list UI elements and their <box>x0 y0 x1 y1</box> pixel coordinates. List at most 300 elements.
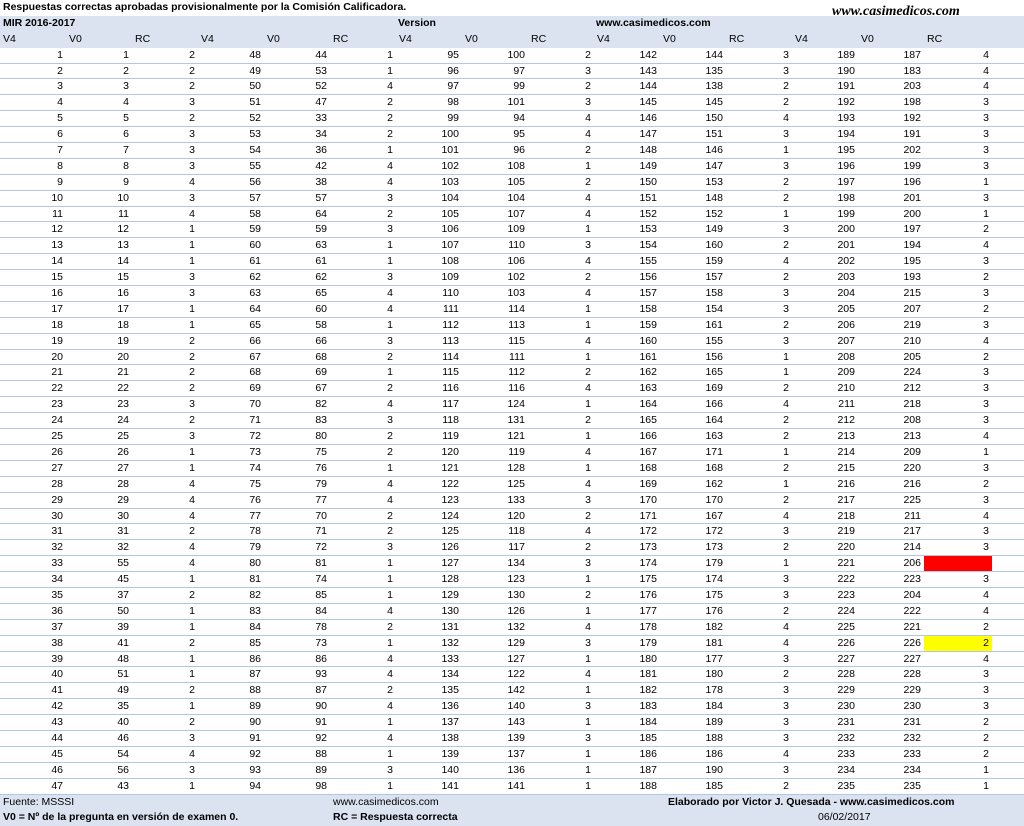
table-cell-rc: 2 <box>983 350 989 363</box>
table-cell-v4: 96 <box>447 64 459 77</box>
table-cell-v4: 71 <box>249 414 261 427</box>
table-cell-v0: 231 <box>903 716 921 729</box>
table-cell-v4: 69 <box>249 382 261 395</box>
table-row <box>0 318 1024 334</box>
table-cell-v4: 58 <box>249 207 261 220</box>
table-cell-rc: 1 <box>387 48 393 61</box>
table-cell-v4: 118 <box>442 414 459 427</box>
table-cell-v0: 176 <box>705 604 723 617</box>
table-cell-v4: 108 <box>441 255 459 268</box>
table-row <box>0 143 1024 159</box>
table-cell-rc: 3 <box>783 684 789 697</box>
table-cell-rc: 4 <box>387 175 393 188</box>
table-cell-rc: 1 <box>387 255 393 268</box>
table-cell-v0: 143 <box>507 716 525 729</box>
table-cell-v4: 105 <box>441 207 459 220</box>
table-cell-rc: 4 <box>387 287 393 300</box>
website-label: www.casimedicos.com <box>596 16 711 29</box>
table-cell-v4: 167 <box>639 445 657 458</box>
table-cell-v0: 145 <box>705 96 723 109</box>
highlighted-cell-red <box>924 556 992 571</box>
table-cell-v4: 219 <box>837 525 855 538</box>
table-cell-rc: 4 <box>585 382 591 395</box>
table-cell-rc: 3 <box>387 334 393 347</box>
table-cell-rc: 3 <box>783 334 789 347</box>
table-cell-v0: 65 <box>315 287 327 300</box>
table-cell-v0: 230 <box>903 700 921 713</box>
table-cell-v4: 10 <box>51 191 63 204</box>
table-cell-v4: 196 <box>837 159 855 172</box>
table-cell-rc: 3 <box>585 96 591 109</box>
table-cell-v4: 189 <box>837 48 855 61</box>
table-cell-rc: 4 <box>189 175 195 188</box>
table-row <box>0 524 1024 540</box>
table-cell-v0: 152 <box>705 207 723 220</box>
table-cell-v4: 47 <box>51 779 63 792</box>
table-cell-v4: 90 <box>249 716 261 729</box>
table-cell-v0: 41 <box>117 636 129 649</box>
column-header-rc-5: RC <box>927 32 943 45</box>
table-cell-rc: 3 <box>983 573 989 586</box>
table-cell-rc: 1 <box>387 318 393 331</box>
table-cell-v4: 27 <box>51 461 63 474</box>
table-cell-v0: 35 <box>117 700 129 713</box>
table-cell-v4: 226 <box>837 636 855 649</box>
table-cell-v0: 156 <box>705 350 723 363</box>
table-cell-v4: 169 <box>639 477 657 490</box>
table-cell-v0: 162 <box>705 477 723 490</box>
table-cell-rc: 2 <box>783 191 789 204</box>
table-cell-v0: 185 <box>705 779 723 792</box>
table-cell-v4: 44 <box>51 731 63 744</box>
table-cell-rc: 2 <box>983 271 989 284</box>
table-row <box>0 572 1024 588</box>
table-cell-v4: 83 <box>249 604 261 617</box>
table-cell-rc: 2 <box>783 541 789 554</box>
table-cell-v4: 178 <box>639 620 657 633</box>
table-cell-v0: 45 <box>117 573 129 586</box>
table-cell-rc: 1 <box>983 763 989 776</box>
column-header-v4-1: V4 <box>3 32 16 45</box>
table-cell-v4: 183 <box>639 700 657 713</box>
table-cell-v4: 120 <box>441 445 459 458</box>
table-cell-v4: 152 <box>639 207 657 220</box>
table-cell-v0: 5 <box>123 112 129 125</box>
table-cell-v4: 148 <box>639 144 657 157</box>
table-cell-v4: 9 <box>57 175 63 188</box>
table-cell-v4: 85 <box>249 636 261 649</box>
table-row <box>0 429 1024 445</box>
table-cell-v0: 160 <box>705 239 723 252</box>
table-cell-rc: 4 <box>783 112 789 125</box>
table-cell-v4: 150 <box>639 175 657 188</box>
table-cell-rc: 4 <box>983 48 989 61</box>
table-cell-rc: 3 <box>983 668 989 681</box>
table-cell-v0: 26 <box>117 445 129 458</box>
table-cell-v0: 23 <box>117 398 129 411</box>
table-cell-rc: 4 <box>387 80 393 93</box>
table-cell-v0: 79 <box>315 477 327 490</box>
table-row <box>0 238 1024 254</box>
table-cell-v4: 84 <box>249 620 261 633</box>
table-cell-v4: 11 <box>52 207 63 220</box>
table-cell-v4: 19 <box>51 334 63 347</box>
table-cell-v0: 86 <box>315 652 327 665</box>
table-cell-v0: 223 <box>903 573 921 586</box>
table-cell-v0: 62 <box>315 271 327 284</box>
table-row <box>0 334 1024 350</box>
table-cell-v0: 113 <box>508 318 525 331</box>
table-cell-v4: 187 <box>639 763 657 776</box>
table-cell-v0: 126 <box>507 604 525 617</box>
table-cell-v4: 7 <box>57 144 63 157</box>
table-cell-rc: 3 <box>983 525 989 538</box>
table-cell-v0: 93 <box>315 668 327 681</box>
table-cell-v0: 106 <box>507 255 525 268</box>
table-cell-v0: 49 <box>117 684 129 697</box>
table-cell-v4: 138 <box>441 731 459 744</box>
table-cell-v0: 99 <box>513 80 525 93</box>
table-cell-v4: 40 <box>51 668 63 681</box>
table-cell-v0: 165 <box>705 366 723 379</box>
table-cell-v0: 138 <box>705 80 723 93</box>
table-cell-v0: 228 <box>903 668 921 681</box>
table-cell-v0: 132 <box>507 620 525 633</box>
table-cell-rc: 1 <box>783 144 789 157</box>
table-cell-rc: 3 <box>783 573 789 586</box>
table-cell-v4: 207 <box>837 334 855 347</box>
table-cell-v4: 24 <box>51 414 63 427</box>
table-cell-rc: 2 <box>189 684 195 697</box>
table-cell-v0: 114 <box>508 302 525 315</box>
column-header-v4-2: V4 <box>201 32 214 45</box>
table-cell-v0: 11 <box>118 207 129 220</box>
table-row <box>0 461 1024 477</box>
table-cell-v0: 119 <box>508 445 525 458</box>
table-cell-rc: 2 <box>585 144 591 157</box>
table-cell-v4: 68 <box>249 366 261 379</box>
table-cell-v4: 91 <box>249 731 261 744</box>
table-cell-v4: 116 <box>442 382 459 395</box>
table-cell-v0: 226 <box>903 636 921 649</box>
table-cell-rc: 2 <box>387 350 393 363</box>
table-cell-v0: 191 <box>903 128 921 141</box>
table-cell-rc: 1 <box>585 652 591 665</box>
table-cell-rc: 3 <box>983 112 989 125</box>
table-cell-v4: 144 <box>639 80 657 93</box>
table-cell-v0: 17 <box>117 302 129 315</box>
table-cell-rc: 4 <box>585 525 591 538</box>
table-cell-rc: 3 <box>783 223 789 236</box>
table-cell-rc: 2 <box>189 588 195 601</box>
table-cell-v4: 39 <box>51 652 63 665</box>
table-cell-v0: 222 <box>903 604 921 617</box>
table-cell-v0: 219 <box>903 318 921 331</box>
table-row <box>0 111 1024 127</box>
table-cell-rc: 2 <box>783 239 789 252</box>
table-cell-v0: 124 <box>507 398 525 411</box>
table-cell-rc: 1 <box>585 159 591 172</box>
table-cell-v0: 58 <box>315 318 327 331</box>
table-cell-rc: 2 <box>189 716 195 729</box>
table-cell-v4: 214 <box>837 445 855 458</box>
column-header-rc-3: RC <box>531 32 547 45</box>
table-cell-v4: 156 <box>639 271 657 284</box>
table-cell-v0: 217 <box>903 525 921 538</box>
table-cell-v0: 112 <box>508 366 525 379</box>
table-cell-v0: 229 <box>903 684 921 697</box>
column-header-v0-1: V0 <box>69 32 82 45</box>
column-header-row <box>0 32 1024 48</box>
table-cell-rc: 1 <box>189 255 195 268</box>
table-cell-v0: 164 <box>705 414 723 427</box>
table-cell-v0: 170 <box>705 493 723 506</box>
table-cell-rc: 2 <box>387 430 393 443</box>
table-cell-v0: 190 <box>705 763 723 776</box>
table-cell-v4: 168 <box>639 461 657 474</box>
table-cell-v4: 166 <box>639 430 657 443</box>
table-cell-v0: 71 <box>315 525 327 538</box>
table-cell-v4: 175 <box>639 573 657 586</box>
table-cell-v0: 24 <box>117 414 129 427</box>
table-cell-v0: 38 <box>315 175 327 188</box>
table-cell-v4: 230 <box>837 700 855 713</box>
table-cell-v4: 177 <box>639 604 657 617</box>
table-cell-v0: 211 <box>904 509 921 522</box>
table-cell-v4: 30 <box>51 509 63 522</box>
table-cell-rc: 2 <box>983 731 989 744</box>
table-cell-v4: 121 <box>441 461 459 474</box>
table-cell-rc: 2 <box>387 445 393 458</box>
table-cell-v4: 53 <box>249 128 261 141</box>
table-cell-v0: 43 <box>117 779 129 792</box>
table-cell-v4: 155 <box>639 255 657 268</box>
table-cell-rc: 3 <box>983 128 989 141</box>
table-cell-v4: 173 <box>639 541 657 554</box>
table-cell-v0: 182 <box>705 620 723 633</box>
table-cell-v4: 73 <box>249 445 261 458</box>
column-header-rc-4: RC <box>729 32 745 45</box>
table-cell-v0: 42 <box>315 159 327 172</box>
table-cell-v4: 209 <box>837 366 855 379</box>
table-cell-v0: 167 <box>705 509 723 522</box>
column-header-v0-5: V0 <box>861 32 874 45</box>
table-cell-rc: 2 <box>783 668 789 681</box>
table-cell-rc: 2 <box>387 128 393 141</box>
table-cell-v4: 159 <box>639 318 657 331</box>
table-cell-v4: 23 <box>51 398 63 411</box>
table-cell-rc: 3 <box>189 287 195 300</box>
table-cell-rc: 4 <box>585 477 591 490</box>
table-cell-v0: 146 <box>705 144 723 157</box>
table-cell-rc: 3 <box>783 302 789 315</box>
table-cell-v4: 137 <box>441 716 459 729</box>
table-cell-rc: 1 <box>189 652 195 665</box>
table-cell-rc: 2 <box>783 779 789 792</box>
table-cell-v4: 86 <box>249 652 261 665</box>
table-cell-v4: 18 <box>51 318 63 331</box>
table-cell-v0: 46 <box>117 731 129 744</box>
table-cell-v0: 117 <box>508 541 525 554</box>
table-cell-rc: 1 <box>387 636 393 649</box>
table-cell-v0: 9 <box>123 175 129 188</box>
table-cell-v0: 133 <box>507 493 525 506</box>
table-cell-rc: 1 <box>387 716 393 729</box>
table-cell-rc: 1 <box>783 477 789 490</box>
column-header-v4-4: V4 <box>597 32 610 45</box>
table-row <box>0 779 1024 795</box>
table-cell-v0: 186 <box>705 747 723 760</box>
table-row <box>0 365 1024 381</box>
table-cell-v0: 77 <box>315 493 327 506</box>
table-cell-v4: 72 <box>249 430 261 443</box>
brand-logo-text: www.casimedicos.com <box>832 4 960 19</box>
table-cell-v0: 221 <box>903 620 921 633</box>
table-cell-v4: 197 <box>837 175 855 188</box>
table-cell-v0: 169 <box>705 382 723 395</box>
table-cell-v4: 50 <box>249 80 261 93</box>
table-cell-v0: 16 <box>117 287 129 300</box>
table-cell-rc: 2 <box>783 414 789 427</box>
table-cell-rc: 2 <box>783 493 789 506</box>
table-cell-v4: 88 <box>249 684 261 697</box>
table-cell-rc: 3 <box>983 461 989 474</box>
table-cell-v4: 31 <box>51 525 63 538</box>
table-cell-rc: 4 <box>983 604 989 617</box>
table-cell-v4: 64 <box>249 302 261 315</box>
table-cell-v0: 82 <box>315 398 327 411</box>
table-cell-v4: 81 <box>249 573 261 586</box>
table-cell-rc: 2 <box>783 604 789 617</box>
table-cell-rc: 4 <box>783 255 789 268</box>
table-cell-v0: 12 <box>117 223 129 236</box>
table-cell-v0: 27 <box>117 461 129 474</box>
table-cell-rc: 1 <box>387 144 393 157</box>
table-cell-v4: 98 <box>447 96 459 109</box>
table-cell-v0: 68 <box>315 350 327 363</box>
table-cell-rc: 4 <box>585 191 591 204</box>
table-cell-rc: 3 <box>783 64 789 77</box>
table-cell-v4: 229 <box>837 684 855 697</box>
table-row <box>0 207 1024 223</box>
table-cell-v4: 128 <box>441 573 459 586</box>
table-cell-rc: 4 <box>585 255 591 268</box>
table-cell-rc: 3 <box>783 287 789 300</box>
table-cell-v4: 102 <box>441 159 459 172</box>
table-cell-v0: 63 <box>315 239 327 252</box>
table-cell-v4: 80 <box>249 557 261 570</box>
table-cell-v4: 4 <box>57 96 63 109</box>
table-cell-rc: 3 <box>387 763 393 776</box>
table-cell-v4: 179 <box>639 636 657 649</box>
table-cell-v4: 56 <box>249 175 261 188</box>
table-cell-v0: 53 <box>315 64 327 77</box>
table-cell-v0: 67 <box>315 382 327 395</box>
table-cell-v4: 115 <box>442 366 459 379</box>
table-row <box>0 397 1024 413</box>
table-cell-v4: 143 <box>639 64 657 77</box>
table-cell-v4: 172 <box>639 525 657 538</box>
table-cell-v0: 199 <box>903 159 921 172</box>
table-row <box>0 175 1024 191</box>
table-cell-v4: 234 <box>837 763 855 776</box>
table-cell-v4: 186 <box>639 747 657 760</box>
column-header-v0-2: V0 <box>267 32 280 45</box>
table-row <box>0 715 1024 731</box>
table-cell-rc: 3 <box>387 271 393 284</box>
table-cell-v0: 47 <box>315 96 327 109</box>
table-cell-rc: 3 <box>189 271 195 284</box>
table-cell-v0: 161 <box>705 318 723 331</box>
table-cell-rc: 2 <box>189 414 195 427</box>
table-cell-rc: 1 <box>585 461 591 474</box>
table-cell-v4: 200 <box>837 223 855 236</box>
footer-rc-note: RC = Respuesta correcta <box>333 811 458 824</box>
table-cell-v4: 54 <box>249 144 261 157</box>
table-cell-v0: 208 <box>903 414 921 427</box>
column-header-rc-1: RC <box>135 32 151 45</box>
table-cell-v0: 179 <box>705 557 723 570</box>
table-cell-v4: 94 <box>249 779 261 792</box>
table-row <box>0 683 1024 699</box>
table-cell-v0: 168 <box>705 461 723 474</box>
table-cell-v4: 125 <box>441 525 459 538</box>
table-cell-rc: 1 <box>585 684 591 697</box>
table-cell-rc: 1 <box>585 573 591 586</box>
table-cell-v4: 122 <box>441 477 459 490</box>
table-cell-rc: 4 <box>585 620 591 633</box>
table-cell-v4: 221 <box>837 557 855 570</box>
table-cell-rc: 2 <box>983 716 989 729</box>
table-cell-rc: 1 <box>585 223 591 236</box>
table-cell-v0: 149 <box>705 223 723 236</box>
table-cell-v0: 75 <box>315 445 327 458</box>
table-cell-v4: 126 <box>441 541 459 554</box>
table-cell-rc: 2 <box>983 747 989 760</box>
table-cell-rc: 1 <box>983 779 989 792</box>
table-cell-rc: 2 <box>585 271 591 284</box>
table-cell-rc: 3 <box>189 763 195 776</box>
table-cell-v0: 137 <box>507 747 525 760</box>
table-cell-v0: 178 <box>705 684 723 697</box>
table-cell-rc: 2 <box>983 223 989 236</box>
table-cell-rc: 3 <box>983 255 989 268</box>
table-cell-v0: 181 <box>705 636 723 649</box>
table-cell-rc: 4 <box>189 207 195 220</box>
table-cell-v4: 142 <box>639 48 657 61</box>
table-cell-v0: 34 <box>315 128 327 141</box>
table-cell-v4: 198 <box>837 191 855 204</box>
table-cell-v4: 70 <box>249 398 261 411</box>
table-cell-rc: 4 <box>585 112 591 125</box>
table-cell-v0: 218 <box>903 398 921 411</box>
table-cell-v0: 21 <box>117 366 129 379</box>
table-cell-v0: 109 <box>507 223 525 236</box>
table-cell-v0: 103 <box>507 287 525 300</box>
table-cell-v4: 21 <box>51 366 63 379</box>
table-cell-v4: 110 <box>442 287 459 300</box>
table-cell-rc: 1 <box>189 620 195 633</box>
table-cell-v4: 211 <box>838 398 855 411</box>
table-cell-rc: 2 <box>189 80 195 93</box>
table-cell-v0: 142 <box>507 684 525 697</box>
table-cell-v4: 66 <box>249 334 261 347</box>
footer-author: Elaborado por Victor J. Quesada - www.casimedicos.com <box>668 795 955 808</box>
table-cell-rc: 3 <box>585 239 591 252</box>
table-cell-v0: 166 <box>705 398 723 411</box>
table-cell-v0: 140 <box>507 700 525 713</box>
table-cell-v0: 120 <box>507 509 525 522</box>
